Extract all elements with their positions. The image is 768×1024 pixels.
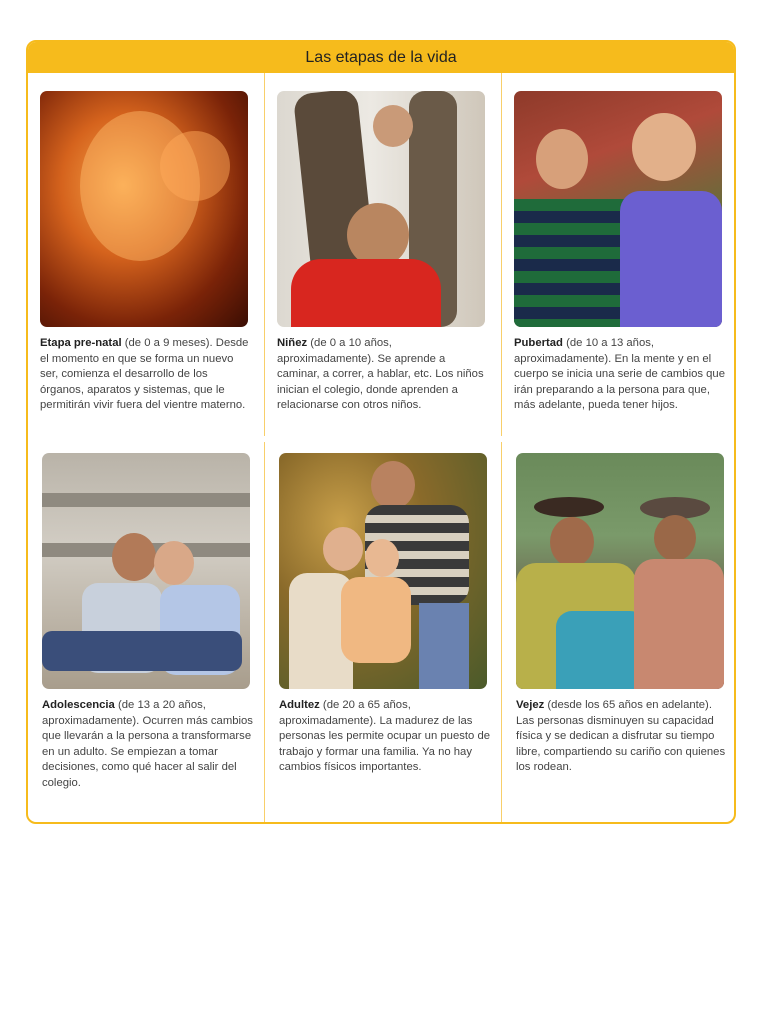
page-title: Las etapas de la vida	[28, 42, 734, 73]
caption-ninez	[277, 336, 491, 414]
stage-name: Etapa pre-natal	[40, 337, 122, 349]
stage-name: Pubertad	[514, 337, 563, 349]
row-gap	[28, 436, 734, 442]
stage-description: (desde los 65 años en adelante). Las personas disminuyen su capacidad física y se dedican a disfrutar su tiempo libre, compartiendo su cariño con quienes los rodean.	[516, 699, 726, 774]
photo-adultez	[279, 453, 487, 689]
stages-frame	[26, 40, 736, 824]
stage-name: Adolescencia	[42, 699, 115, 711]
stage-description: (de 10 a 13 años, aproximadamente). En la mente y en el cuerpo se inicia una serie de cambios que irán preparando a la persona para que, más adelante, pueda tener hijos.	[514, 337, 726, 412]
stage-description: (de 0 a 9 meses). Desde el momento en que se forma un nuevo ser, comienza el desarrollo de los órganos, aparatos y sistemas, que le permitirán vivir fuera del vientre materno.	[40, 337, 249, 412]
photo-pubertad	[514, 91, 722, 327]
caption-pubertad	[514, 336, 728, 414]
stage-name: Adultez	[279, 699, 320, 711]
stage-card-ninez	[277, 91, 485, 414]
column-divider	[264, 73, 265, 822]
stage-description: (de 13 a 20 años, aproximadamente). Ocurren más cambios que llevarán a la persona a transformarse en un adulto. Se empiezan a tomar decisiones, como qué hacer al salir del colegio.	[42, 699, 253, 789]
photo-adolescencia	[42, 453, 250, 689]
stage-card-vejez	[516, 453, 724, 776]
caption-prenatal	[40, 336, 254, 414]
stage-card-prenatal	[40, 91, 248, 414]
stages-grid	[28, 73, 734, 822]
stage-card-adultez	[279, 453, 491, 776]
caption-vejez	[516, 698, 730, 776]
stage-card-adolescencia	[42, 453, 253, 792]
caption-adultez	[279, 698, 493, 776]
stage-description: (de 20 a 65 años, aproximadamente). La madurez de las personas les permite ocupar un puesto de trabajo y formar una familia. Ya no hay cambios físicos importantes.	[279, 699, 491, 774]
photo-vejez	[516, 453, 724, 689]
stage-name: Vejez	[516, 699, 545, 711]
stage-name: Niñez	[277, 337, 308, 349]
stage-description: (de 0 a 10 años, aproximadamente). Se aprende a caminar, a correr, a hablar, etc. Los niños inician el colegio, donde aprenden a relacionarse con otros niños.	[277, 337, 484, 412]
photo-ninez	[277, 91, 485, 327]
column-divider	[501, 73, 502, 822]
caption-adolescencia	[42, 698, 256, 792]
photo-prenatal	[40, 91, 248, 327]
stage-card-pubertad	[514, 91, 726, 414]
